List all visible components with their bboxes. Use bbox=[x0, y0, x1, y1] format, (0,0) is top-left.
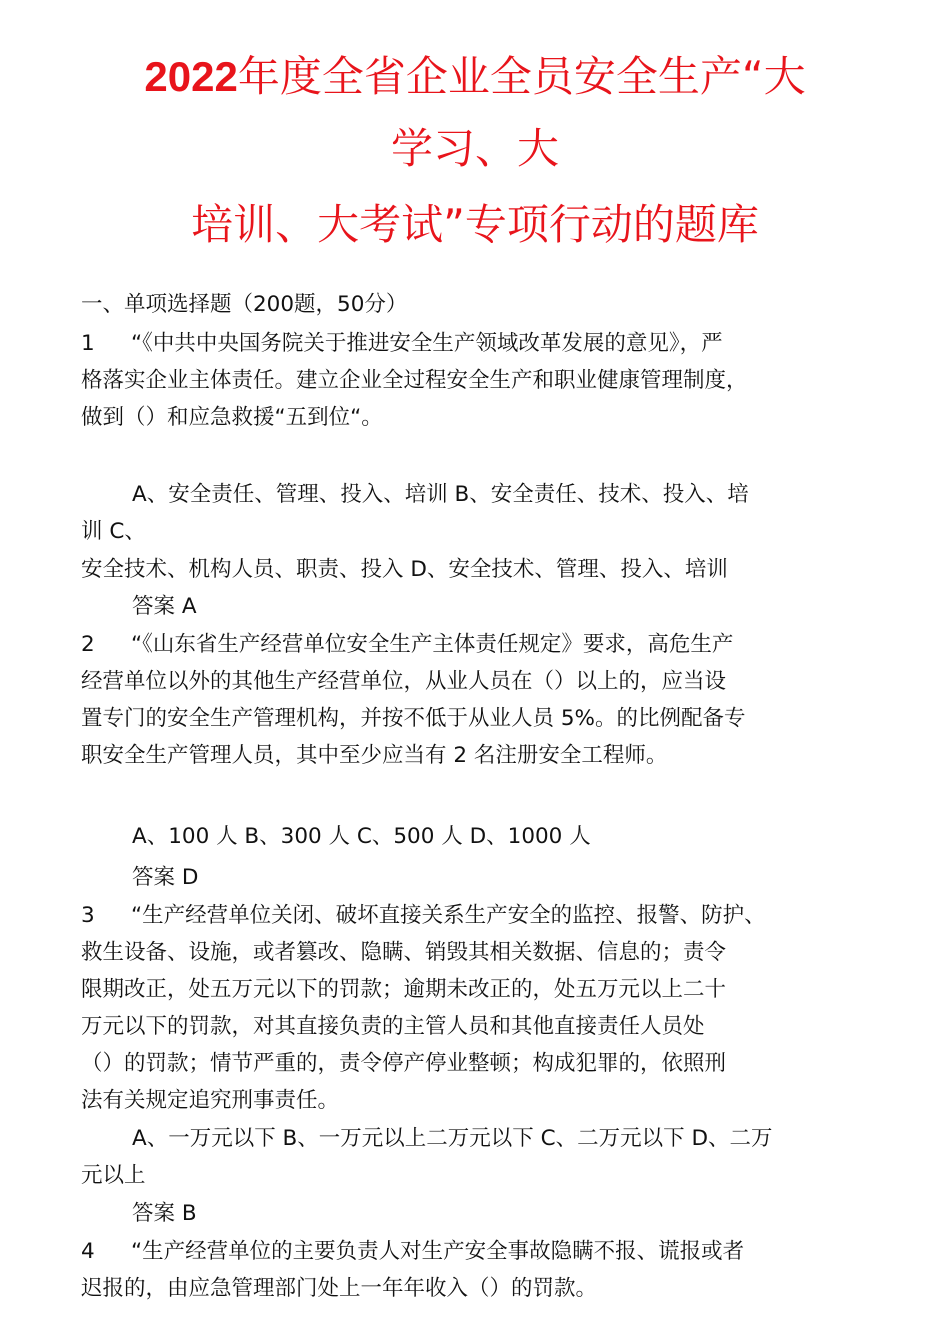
question-2-line-3: 置专门的安全生产管理机构，并按不低于从业人员 5%。的比例配备专 bbox=[81, 706, 746, 731]
question-2-line-4: 职安全生产管理人员，其中至少应当有 2 名注册安全工程师。 bbox=[81, 743, 668, 768]
question-2-options-line-1: A、100 人 B、300 人 C、500 人 D、1000 人 bbox=[132, 824, 591, 849]
question-1-options-line-2: 训 C、 bbox=[81, 519, 146, 544]
question-text: “生产经营单位关闭、破坏直接关系生产安全的监控、报警、防护、 bbox=[131, 903, 766, 928]
section-heading: 一、单项选择题（200题，50分） bbox=[81, 292, 408, 317]
title-year: 2022 bbox=[144, 53, 238, 100]
question-2-line-1 bbox=[81, 634, 733, 656]
question-2-answer: 答案 D bbox=[132, 865, 199, 890]
question-3-line-3: 限期改正，处五万元以下的罚款；逾期未改正的，处五万元以上二十 bbox=[81, 977, 727, 1002]
document-title-line-2: 学习、大 bbox=[390, 124, 559, 173]
question-text: “《中共中央国务院关于推进安全生产领域改革发展的意见》，严 bbox=[131, 331, 723, 356]
question-4-line-2: 迟报的，由应急管理部门处上一年年收入（）的罚款。 bbox=[81, 1276, 598, 1301]
question-1-options-line-3: 安全技术、机构人员、职责、投入 D、安全技术、管理、投入、培训 bbox=[81, 557, 728, 582]
question-3-line-4: 万元以下的罚款，对其直接负责的主管人员和其他直接责任人员处 bbox=[81, 1014, 705, 1039]
question-number: 2 bbox=[81, 632, 95, 657]
question-3-options-line-1: A、一万元以下 B、一万元以上二万元以下 C、二万元以下 D、二万 bbox=[132, 1126, 773, 1151]
question-text: “生产经营单位的主要负责人对生产安全事故隐瞒不报、谎报或者 bbox=[131, 1239, 745, 1264]
question-number: 1 bbox=[81, 331, 95, 356]
question-4-line-1 bbox=[81, 1241, 744, 1263]
question-1-options-line-1: A、安全责任、管理、投入、培训 B、安全责任、技术、投入、培 bbox=[132, 482, 749, 507]
question-3-line-1 bbox=[81, 905, 766, 927]
question-3-line-5: （）的罚款；情节严重的，责令停产停业整顿；构成犯罪的，依照刑 bbox=[81, 1051, 727, 1076]
question-3-options-line-2: 元以上 bbox=[81, 1163, 146, 1188]
question-number: 3 bbox=[81, 903, 95, 928]
document-title-line-3: 培训、大考试”专项行动的题库 bbox=[191, 200, 759, 249]
question-1-line-1 bbox=[81, 333, 723, 355]
document-title-line-1 bbox=[0, 52, 950, 101]
question-number: 4 bbox=[81, 1239, 95, 1264]
question-text: “《山东省生产经营单位安全生产主体责任规定》要求，高危生产 bbox=[131, 632, 734, 657]
question-2-line-2: 经营单位以外的其他生产经营单位，从业人员在（）以上的，应当设 bbox=[81, 669, 727, 694]
question-1-answer: 答案 A bbox=[132, 594, 197, 619]
question-1-line-3: 做到（）和应急救援“五到位“。 bbox=[81, 405, 383, 430]
question-3-line-2: 救生设备、设施，或者篡改、隐瞒、销毁其相关数据、信息的；责令 bbox=[81, 940, 727, 965]
question-1-line-2: 格落实企业主体责任。建立企业全过程安全生产和职业健康管理制度， bbox=[81, 368, 748, 393]
title-line-1-text: 年度全省企业全员安全生产“大 bbox=[237, 52, 806, 101]
question-3-answer: 答案 B bbox=[132, 1201, 197, 1226]
question-3-line-6: 法有关规定追究刑事责任。 bbox=[81, 1088, 340, 1113]
